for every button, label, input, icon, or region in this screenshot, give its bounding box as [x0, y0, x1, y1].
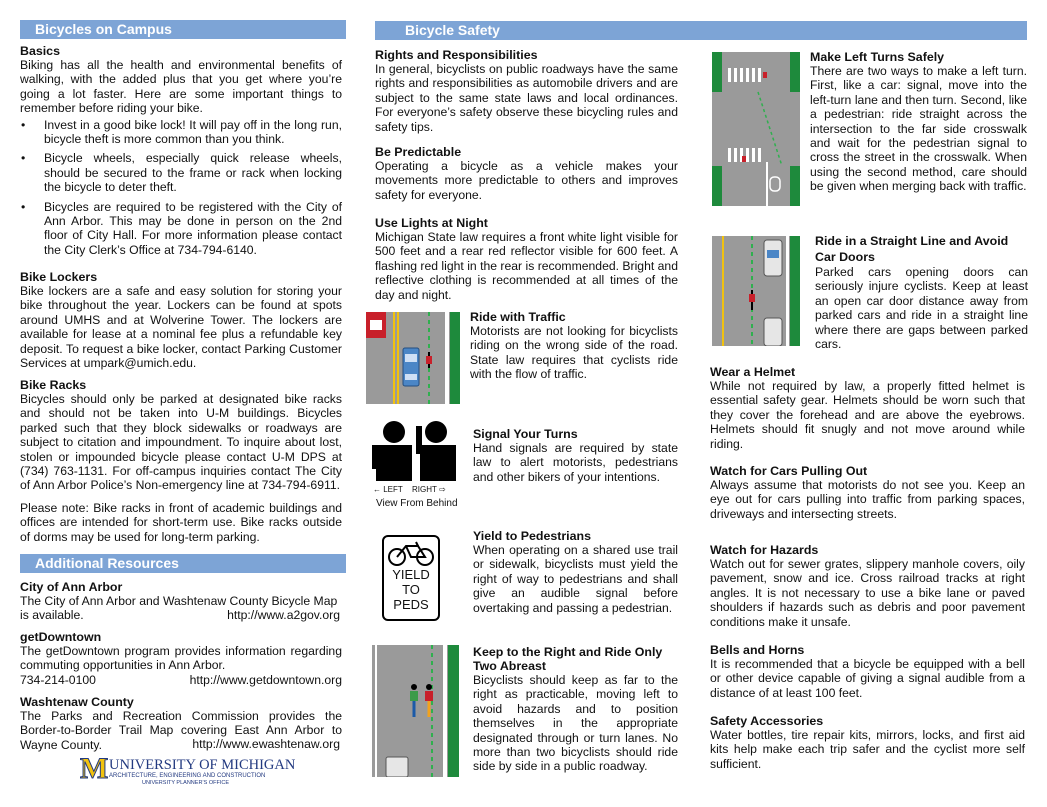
yield-sign-line1: YIELD — [392, 567, 430, 582]
washtenaw-url[interactable]: http://www.ewashtenaw.org — [192, 737, 340, 751]
straight-line-section — [815, 233, 1028, 351]
yield-heading: Yield to Pedestrians — [473, 529, 591, 543]
traffic-body: Motorists are not looking for bicyclists riding on the wrong side of the road. State law requires that cyclists ride with the flow of traffic. — [470, 324, 678, 382]
left-turns-heading: Make Left Turns Safely — [810, 50, 945, 64]
pulling-out-heading: Watch for Cars Pulling Out — [710, 464, 868, 478]
hazards-heading: Watch for Hazards — [710, 543, 819, 557]
lockers-section — [20, 270, 342, 370]
predictable-body: Operating a bicycle as a vehicle makes your movements more predictable to others and improves safety for everyone. — [375, 159, 678, 202]
keep-right-illustration — [372, 645, 459, 777]
basics-section — [20, 44, 342, 262]
bells-section — [710, 643, 1025, 700]
keep-right-body: Bicyclists should keep as far to the right as practicable, moving left to avoid hazards and to position themselves in the appropriate designated through or turn lanes. No more than two bicyclists should ride side by side in a public roadway. — [473, 673, 678, 774]
yield-section — [473, 529, 678, 615]
ride-with-traffic-illustration — [366, 312, 460, 404]
traffic-heading: Ride with Traffic — [470, 310, 566, 324]
accessories-section — [710, 714, 1025, 771]
logo-line2: UNIVERSITY PLANNER’S OFFICE — [142, 780, 229, 786]
basics-bullet-list — [20, 118, 342, 258]
lights-heading: Use Lights at Night — [375, 216, 488, 230]
traffic-section — [470, 310, 678, 382]
helmet-heading: Wear a Helmet — [710, 365, 796, 379]
university-logo — [80, 752, 296, 788]
straight-line-heading: Ride in a Straight Line and Avoid Car Doors — [815, 234, 1009, 264]
racks-body: Bicycles should only be parked at designated bike racks and should not be taken into U-M buildings. Bicycles parked such that they block sidewalks or roadways are subject to citation and impoundment. To inquire about lost, stolen or impounded bicycle please contact U-M DPS at (734) 763-1131. For off-campus inquiries contact The City of Ann Arbor Police’s Non-emergency line at 734-794-6911. — [20, 392, 342, 493]
yield-sign — [382, 535, 440, 621]
predictable-heading: Be Predictable — [375, 145, 462, 159]
banner-bicycle-safety: Bicycle Safety — [375, 21, 1027, 40]
getdowntown-phone: 734-214-0100 — [20, 672, 96, 687]
logo-line1: ARCHITECTURE, ENGINEERING AND CONSTRUCTION — [109, 773, 266, 779]
bicycle-icon — [387, 541, 435, 567]
left-arrow-icon: ← — [373, 485, 381, 494]
banner-bicycles-on-campus: Bicycles on Campus — [20, 20, 346, 39]
basics-heading: Basics — [20, 44, 60, 58]
washtenaw-heading: Washtenaw County — [20, 695, 134, 709]
yield-sign-line2: TO — [402, 582, 420, 597]
pulling-out-section — [710, 464, 1025, 521]
banner-additional-resources: Additional Resources — [20, 554, 346, 573]
getdowntown-url[interactable]: http://www.getdowntown.org — [189, 672, 342, 687]
lights-section — [375, 216, 678, 302]
getdowntown-body: The getDowntown program provides information regarding commuting opportunities in Ann Arbor. — [20, 644, 342, 673]
keep-right-section — [473, 645, 678, 774]
washtenaw-body: The Parks and Recreation Commission provides the Border-to-Border Trail Map covering East Ann Arbor to Wayne County. — [20, 709, 342, 752]
straight-line-illustration — [712, 236, 800, 346]
accessories-body: Water bottles, tire repair kits, mirrors, locks, and first aid kits help make each trip safer and the cyclist more self sufficient. — [710, 728, 1025, 771]
racks-heading: Bike Racks — [20, 378, 87, 392]
hazards-section — [710, 543, 1025, 629]
list-item: • Bicycle wheels, especially quick release wheels, should be secured to the frame or rack when locking the bicycle to deter theft. — [20, 151, 342, 194]
basics-intro: Biking has all the health and environmental benefits of walking, with the added plus that you get where you’re going a lot faster. Here are some important things to remember before riding your bike. — [20, 58, 342, 116]
block-m-logo: M — [80, 752, 109, 785]
signal-caption: View From Behind — [376, 498, 458, 509]
signal-section — [473, 427, 678, 484]
rights-section — [375, 48, 678, 134]
ann-arbor-body: The City of Ann Arbor and Washtenaw County Bicycle Map is available. — [20, 594, 338, 623]
list-item: • Invest in a good bike lock! It will pay off in the long run, bicycle theft is more common than you think. — [20, 118, 342, 147]
yield-sign-line3: PEDS — [393, 597, 429, 612]
hand-signal-illustration — [372, 420, 462, 482]
signal-body: Hand signals are required by state law to alert motorists, pedestrians and other bikers of your intentions. — [473, 441, 678, 484]
right-label: RIGHT — [412, 485, 437, 494]
lockers-heading: Bike Lockers — [20, 270, 98, 284]
ann-arbor-heading: City of Ann Arbor — [20, 580, 123, 594]
bells-heading: Bells and Horns — [710, 643, 805, 657]
helmet-section — [710, 365, 1025, 451]
helmet-body: While not required by law, a properly fitted helmet is essential safety gear. Helmets should be worn such that they cover the forehead and are above the eyebrows. Helmets should fit snugly and not move around while riding. — [710, 379, 1025, 451]
signal-heading: Signal Your Turns — [473, 427, 578, 441]
left-turns-section — [810, 50, 1027, 194]
resource-ann-arbor — [20, 580, 342, 623]
resource-washtenaw — [20, 695, 342, 752]
right-arrow-icon: ⇨ — [438, 485, 446, 494]
keep-right-heading: Keep to the Right and Ride Only Two Abreast — [473, 645, 663, 673]
racks-note: Please note: Bike racks in front of academic buildings and offices are intended for short-term use. Bike racks outside of dorms may be used for long-term parking. — [20, 500, 342, 544]
resource-getdowntown — [20, 630, 342, 687]
predictable-section — [375, 145, 678, 202]
hazards-body: Watch out for sewer grates, slippery manhole covers, oily pavement, snow and ice. Cross railroad tracks at right angles. It is not necessary to use a bike lane or paved shoulders if hazards such as debris and poor pavement conditions make it unsafe. — [710, 557, 1025, 629]
yield-body: When operating on a shared use trail or sidewalk, bicyclists must yield the right of way to pedestrians and shall give an audible signal before overtaking and passing a pedestrian. — [473, 543, 678, 615]
accessories-heading: Safety Accessories — [710, 714, 824, 728]
pulling-out-body: Always assume that motorists do not see you. Keep an eye out for cars pulling into traffic from parking spaces, driveways and intersecting streets. — [710, 478, 1025, 521]
racks-section — [20, 378, 342, 544]
getdowntown-heading: getDowntown — [20, 630, 102, 644]
bells-body: It is recommended that a bicycle be equipped with a bell or other device capable of giving a signal audible from a distance of at least 100 feet. — [710, 657, 1025, 700]
rights-heading: Rights and Responsibilities — [375, 48, 538, 62]
left-turn-illustration — [712, 52, 800, 206]
signal-left-label — [373, 485, 403, 495]
logo-name: UNIVERSITY OF MICHIGAN — [109, 757, 296, 773]
signal-right-label — [412, 485, 446, 495]
left-turns-body: There are two ways to make a left turn. First, like a car: signal, move into the left-turn lane and then turn. Second, like a pedestrian: ride straight across the intersection to the far side crosswalk and wait for the pedestrian signal to cross the street in the crosswalk. When using the second method, care should be given when merging back with traffic. — [810, 64, 1027, 194]
rights-body: In general, bicyclists on public roadways have the same rights and responsibilities as automobile drivers and are subject to the same state laws and local ordinances. For everyone’s safety observe these bicycling rules and safety tips. — [375, 62, 678, 134]
lockers-body: Bike lockers are a safe and easy solution for storing your bike throughout the year. Lockers can be found at spots around UMHS and at Wolverine Tower. The lockers are available for lease at a nominal fee plus a refundable key deposit. To request a bike locker, contact Parking Customer Services at umpark@umich.edu. — [20, 284, 342, 371]
straight-line-body: Parked cars opening doors can seriously injure cyclists. Keep at least an open car door distance away from parked cars and ride in a straight line where there are gaps between parked cars. — [815, 265, 1028, 352]
lights-body: Michigan State law requires a front white light visible for 500 feet and a rear red reflector visible for 600 feet. A flashing red light in the rear is recommended. Bright and reflective clothing is recommended at all times of the day and night. — [375, 230, 678, 302]
ann-arbor-url[interactable]: http://www.a2gov.org — [227, 608, 340, 622]
left-label: LEFT — [383, 485, 403, 494]
list-item: • Bicycles are required to be registered with the City of Ann Arbor. This may be done in person on the 2nd floor of City Hall. For more information please contact the City Clerk’s Office at 734-794-6140. — [20, 200, 342, 258]
